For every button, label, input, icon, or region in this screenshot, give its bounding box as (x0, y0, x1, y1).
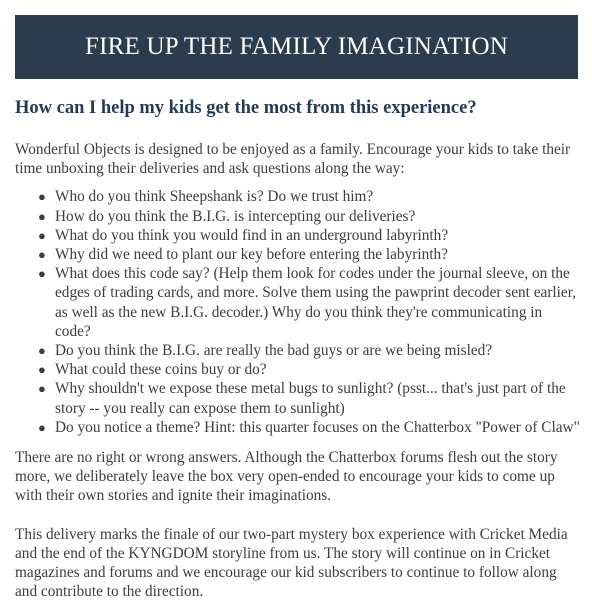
bullet-dot-icon: ● (38, 208, 46, 224)
header-banner (15, 15, 578, 79)
answers-paragraph: There are no right or wrong answers. Although the Chatterbox forums flesh out the story more, we deliberately leave the box very open-ended to encourage your kids to come up with their own stories and ignite their imaginations. (15, 449, 558, 505)
list-item (15, 207, 580, 226)
list-item-text: Do you think the B.I.G. are really the bad guys or are we being misled? (55, 342, 493, 360)
bullet-dot-icon: ● (38, 362, 46, 378)
bullet-dot-icon: ● (38, 227, 46, 243)
bullet-dot-icon: ● (38, 419, 46, 435)
finale-paragraph: This delivery marks the finale of our two-part mystery box experience with Cricket Media and the end of the KYNGDOM storyline from us. The story will continue on in Cricket magazines and forums and we encourage our kid subscribers to continue to follow along and contribute to the direction. (15, 525, 568, 601)
bullet-dot-icon: ● (38, 343, 46, 359)
intro-paragraph: Wonderful Objects is designed to be enjoyed as a family. Encourage your kids to take their time unboxing their deliveries and ask questions along the way: (15, 141, 571, 178)
list-item-text: Do you notice a theme? Hint: this quarter focuses on the Chatterbox "Power of Claw" (55, 418, 580, 436)
list-item-text: What could these coins buy or do? (55, 361, 267, 379)
list-item-text: Why did we need to plant our key before entering the labyrinth? (55, 246, 448, 264)
list-item (15, 226, 580, 245)
list-item (15, 418, 580, 437)
main-content (15, 96, 580, 601)
list-item (15, 379, 580, 417)
list-item-text: Why shouldn't we expose these metal bugs to sunlight? (psst... that's just part of the story -- you really can expose them to sunlight) (55, 380, 566, 417)
list-item-text: What do you think you would find in an underground labyrinth? (55, 226, 449, 244)
bullet-dot-icon: ● (38, 266, 46, 282)
list-item-text: Who do you think Sheepshank is? Do we trust him? (55, 188, 374, 206)
bullet-dot-icon: ● (38, 381, 46, 397)
list-item-text: How do you think the B.I.G. is intercepting our deliveries? (55, 207, 416, 225)
list-item (15, 245, 580, 264)
question-list (15, 187, 580, 437)
list-item (15, 341, 580, 360)
bullet-dot-icon: ● (38, 247, 46, 263)
banner-title: FIRE UP THE FAMILY IMAGINATION (85, 33, 508, 60)
list-item (15, 264, 580, 341)
list-item (15, 187, 580, 206)
section-heading: How can I help my kids get the most from this experience? (15, 98, 477, 118)
list-item-text: What does this code say? (Help them look for codes under the journal sleeve, on the edges of trading cards, and more. Solve them using the pawprint decoder sent earlier, as well as the new B.I.G. decoder.) Why do you think they're communicating in code? (55, 265, 577, 340)
list-item (15, 360, 580, 379)
bullet-dot-icon: ● (38, 189, 46, 205)
